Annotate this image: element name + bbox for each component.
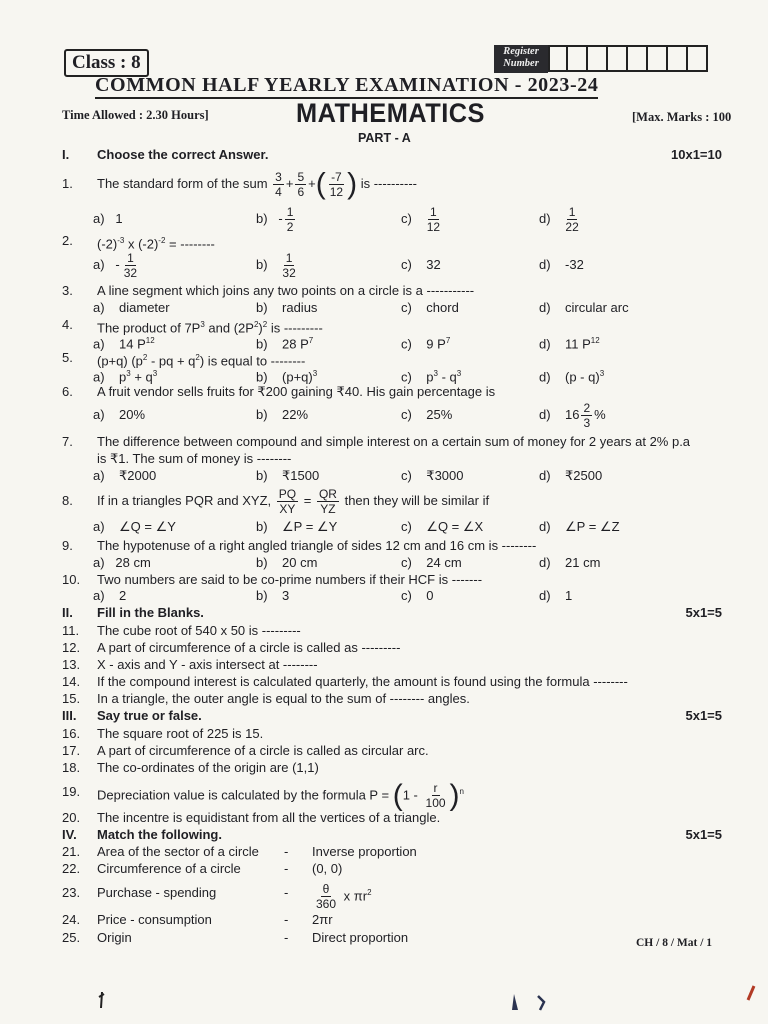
option-letter: a) [93, 588, 105, 603]
question-number: 15. [62, 691, 81, 706]
match-right: 2πr [312, 912, 333, 927]
option-letter: d) [539, 257, 551, 272]
question-number: 22. [62, 861, 81, 876]
option-c [401, 519, 483, 534]
option-value: 3 [282, 588, 290, 603]
numerator: 1 [127, 251, 134, 266]
question-text-part: The product of 7P [97, 320, 201, 336]
question-text: The square root of 225 is 15. [97, 726, 264, 741]
match-right: (0, 0) [312, 861, 343, 876]
option-letter: b) [256, 336, 268, 352]
register-digit-box [568, 45, 588, 72]
option-letter: b) [256, 588, 268, 603]
section-number: IV. [62, 827, 77, 842]
left-paren: ( [315, 167, 326, 201]
time-allowed: Time Allowed : 2.30 Hours] [62, 108, 209, 122]
register-label-line2: Number [503, 58, 539, 69]
option-a [93, 401, 145, 429]
question-text [97, 169, 417, 200]
option-value: 28 P [282, 336, 309, 352]
fraction [277, 488, 298, 515]
option-value: p [426, 369, 434, 385]
question-text-part: and (2P [204, 320, 254, 336]
fraction [122, 252, 139, 279]
formula-one: 1 [402, 787, 410, 803]
denominator: 12 [329, 185, 344, 200]
question-lead: The standard form of the sum [97, 176, 268, 191]
exponent: 7 [308, 336, 314, 345]
question-number: 19. [62, 784, 81, 799]
option-a [93, 205, 123, 233]
question-text: A line segment which joins any two points on a circle is a ----------- [97, 283, 475, 298]
option-c [401, 401, 452, 429]
section-title: Say true or false. [97, 708, 202, 723]
option-value: 0 [426, 588, 434, 603]
option-d [539, 555, 600, 570]
question-text: The difference between compound and simple interest on a certain sum of money for 2 years at 2% p.a [97, 434, 691, 449]
exponent: 12 [145, 336, 155, 345]
option-value: circular arc [565, 300, 629, 315]
question-text: A part of circumference of a circle is called as --------- [97, 640, 401, 655]
option-value: 32 [426, 257, 441, 272]
numerator: 2 [583, 401, 591, 416]
denominator: 2 [286, 220, 294, 235]
question-number: 20. [62, 810, 81, 825]
part-label: PART - A [358, 131, 411, 145]
option-b [256, 401, 308, 429]
question-text: The incentre is equidistant from all the vertices of a triangle. [97, 810, 441, 825]
question-number: 1. [62, 176, 73, 191]
register-digit-box [588, 45, 608, 72]
exponent: 2 [142, 353, 148, 362]
register-digit-box [548, 45, 568, 72]
question-number: 16. [62, 726, 81, 741]
question-number: 14. [62, 674, 81, 689]
question-number: 21. [62, 844, 81, 859]
option-value: (p - q) [565, 369, 600, 385]
option-value: - q [437, 369, 457, 385]
option-b [256, 300, 317, 315]
option-letter: d) [539, 468, 551, 483]
question-lead: If in a triangles PQR and XYZ, [97, 493, 272, 508]
minus-sign: - [278, 211, 283, 226]
option-c [401, 333, 450, 351]
exponent: n [459, 787, 464, 796]
option-value: 14 P [119, 336, 146, 352]
match-dash: - [284, 861, 289, 876]
numerator: 1 [430, 205, 437, 220]
fraction [273, 171, 284, 198]
right-paren: ) [449, 778, 460, 812]
plus-sign: + [308, 176, 316, 191]
equals-sign: = [303, 493, 312, 508]
percent-sign: % [594, 407, 606, 422]
register-digit-box [628, 45, 648, 72]
match-dash: - [284, 912, 289, 927]
left-paren: ( [392, 778, 403, 812]
question-text: In a triangle, the outer angle is equal to the sum of -------- angles. [97, 691, 470, 706]
option-value: diameter [119, 300, 170, 315]
option-b [256, 333, 313, 351]
question-text: X - axis and Y - axis intersect at -------- [97, 657, 318, 672]
option-value: ∠Q = ∠X [426, 519, 484, 534]
match-right [312, 877, 372, 912]
option-d [539, 333, 600, 351]
option-c [401, 588, 434, 603]
option-value: 21 cm [565, 555, 601, 570]
exponent: 3 [599, 369, 605, 378]
option-value: 2 [119, 588, 127, 603]
option-value: 1 [565, 588, 573, 603]
numerator: 3 [275, 170, 282, 185]
denominator: 3 [583, 416, 591, 431]
numerator: r [433, 781, 438, 796]
option-value: p [119, 369, 127, 385]
question-number: 9. [62, 538, 73, 553]
question-text: If the compound interest is calculated quarterly, the amount is found using the formula -------- [97, 674, 628, 689]
option-a [93, 366, 157, 384]
option-value: (p+q) [282, 369, 313, 385]
option-letter: a) [93, 257, 105, 272]
option-d [539, 300, 629, 315]
register-digit-box [648, 45, 668, 72]
option-letter: d) [539, 336, 551, 352]
option-c [401, 300, 459, 315]
option-value: 9 P [426, 336, 446, 352]
question-text-part: is --------- [267, 320, 323, 336]
option-c [401, 555, 462, 570]
denominator: XY [279, 502, 296, 517]
option-letter: d) [539, 519, 551, 534]
numerator: QR [318, 487, 337, 502]
section-marks: 5x1=5 [685, 708, 722, 723]
option-d [539, 519, 620, 534]
section-number: II. [62, 605, 73, 620]
denominator: 360 [316, 897, 337, 912]
option-letter: c) [401, 519, 412, 534]
fraction [328, 171, 345, 198]
option-value: 28 cm [115, 555, 151, 570]
option-d [539, 251, 584, 279]
option-value: -32 [565, 257, 584, 272]
option-letter: a) [93, 468, 105, 483]
option-value: 22% [282, 407, 309, 422]
option-value: + q [130, 369, 153, 385]
section-marks: 10x1=10 [671, 147, 722, 162]
option-letter: d) [539, 211, 551, 226]
register-number-boxes [548, 45, 708, 72]
option-value: 20 cm [282, 555, 318, 570]
fraction [295, 171, 306, 198]
option-value: ₹3000 [426, 468, 464, 483]
section-number: I. [62, 147, 70, 162]
question-text [97, 233, 215, 251]
option-letter: d) [539, 369, 551, 385]
option-value: 20% [119, 407, 146, 422]
question-text: is ₹1. The sum of money is -------- [97, 451, 292, 466]
question-text [97, 776, 464, 811]
option-d [539, 588, 572, 603]
denominator: 12 [426, 220, 441, 235]
section-title: Fill in the Blanks. [97, 605, 204, 620]
exponent: 12 [590, 336, 600, 345]
fraction [314, 883, 338, 910]
question-number: 12. [62, 640, 81, 655]
minus-sign: - [115, 257, 120, 272]
option-value: 1 [115, 211, 123, 226]
exam-title-text: COMMON HALF YEARLY EXAMINATION - 2023-24 [95, 74, 599, 96]
exponent: 2 [195, 353, 200, 362]
option-letter: b) [256, 519, 268, 534]
fraction [424, 782, 448, 809]
option-letter: b) [256, 300, 268, 315]
exponent: 3 [312, 369, 318, 378]
section-marks: 5x1=5 [685, 827, 722, 842]
option-letter: c) [401, 336, 412, 352]
question-number: 25. [62, 930, 81, 945]
option-letter: c) [401, 369, 412, 385]
option-value: 25% [426, 407, 453, 422]
question-number: 6. [62, 384, 73, 399]
question-number: 4. [62, 317, 73, 332]
option-letter: a) [93, 519, 105, 534]
option-letter: c) [401, 468, 412, 483]
option-b [256, 205, 297, 233]
option-value: ∠P = ∠Z [565, 519, 620, 534]
exponent: -2 [158, 236, 166, 245]
option-letter: d) [539, 407, 551, 422]
question-number: 2. [62, 233, 73, 248]
exponent: 3 [200, 320, 205, 329]
minus-sign: - [413, 787, 418, 803]
denominator: 32 [282, 266, 296, 281]
numerator: 5 [297, 170, 305, 185]
question-number: 3. [62, 283, 73, 298]
option-letter: a) [93, 211, 105, 226]
option-letter: b) [256, 468, 268, 483]
question-text: The co-ordinates of the origin are (1,1) [97, 760, 319, 775]
option-letter: a) [93, 369, 105, 385]
paper-code: CH / 8 / Mat / 1 [636, 937, 713, 949]
question-text: The cube root of 540 x 50 is --------- [97, 623, 301, 638]
section-title: Match the following. [97, 827, 222, 842]
question-text-part: ) [258, 320, 263, 336]
option-letter: d) [539, 300, 551, 315]
option-b [256, 555, 317, 570]
numerator: PQ [278, 487, 297, 502]
numerator: 1 [286, 205, 294, 220]
option-value: 24 cm [426, 555, 462, 570]
fraction [581, 402, 592, 429]
question-text: Two numbers are said to be co-prime numbers if their HCF is ------- [97, 572, 483, 587]
option-letter: c) [401, 407, 412, 422]
question-text: A fruit vendor sells fruits for ₹200 gaining ₹40. His gain percentage is [97, 384, 496, 399]
option-value: ∠Q = ∠Y [119, 519, 176, 534]
option-letter: c) [401, 300, 412, 315]
exponent: 3 [456, 369, 462, 378]
ink-mark [508, 990, 548, 1014]
question-number: 18. [62, 760, 81, 775]
option-value: radius [282, 300, 318, 315]
register-digit-box [608, 45, 628, 72]
match-right: Direct proportion [312, 930, 409, 945]
match-dash: - [284, 844, 289, 859]
question-number: 10. [62, 572, 81, 587]
option-a [93, 300, 170, 315]
match-left: Price - consumption [97, 912, 212, 927]
section-number: III. [62, 708, 77, 723]
option-value: ₹2500 [565, 468, 603, 483]
fraction [317, 488, 339, 515]
question-tail: is ---------- [360, 176, 417, 191]
option-letter: c) [401, 257, 412, 272]
max-marks: [Max. Marks : 100 [632, 110, 732, 124]
denominator: 4 [275, 185, 282, 200]
option-value: ₹2000 [119, 468, 157, 483]
exponent: 3 [433, 369, 438, 378]
option-c [401, 205, 444, 233]
right-paren: ) [347, 167, 358, 201]
numerator: -7 [331, 170, 342, 185]
option-c [401, 251, 441, 279]
denominator: YZ [320, 502, 336, 517]
denominator: 22 [565, 220, 579, 235]
exponent: 3 [126, 369, 131, 378]
fraction [563, 206, 580, 233]
option-c [401, 468, 464, 483]
numerator: 1 [285, 251, 293, 266]
question-text [97, 486, 489, 516]
question-lead: Depreciation value is calculated by the formula P = [97, 787, 390, 803]
option-b [256, 519, 337, 534]
option-a [93, 251, 141, 279]
question-number: 5. [62, 350, 73, 365]
denominator: 6 [297, 185, 305, 200]
fraction [285, 206, 296, 233]
option-b [256, 366, 317, 384]
section-title: Choose the correct Answer. [97, 147, 269, 162]
question-number: 23. [62, 885, 81, 900]
match-dash: - [284, 930, 289, 945]
option-b [256, 588, 289, 603]
option-d [539, 205, 583, 233]
question-number: 11. [62, 623, 80, 638]
option-b [256, 468, 319, 483]
question-tail: then they will be similar if [344, 493, 490, 508]
option-letter: a) [93, 407, 105, 422]
option-letter: d) [539, 588, 551, 603]
register-digit-box [668, 45, 688, 72]
option-letter: a) [93, 300, 105, 315]
exponent: 2 [253, 320, 259, 329]
option-d [539, 401, 606, 429]
option-a [93, 468, 156, 483]
denominator: 32 [123, 266, 138, 281]
question-text-part: x (-2) [124, 236, 159, 252]
mixed-number-whole: 16 [565, 407, 580, 422]
exam-title [95, 74, 598, 97]
exponent: 2 [367, 888, 372, 897]
option-letter: c) [401, 588, 412, 603]
option-d [539, 366, 604, 384]
match-left: Area of the sector of a circle [97, 844, 259, 859]
question-text: The hypotenuse of a right angled triangle of sides 12 cm and 16 cm is -------- [97, 538, 537, 553]
plus-sign: + [285, 176, 294, 191]
option-letter: a) [93, 336, 105, 352]
option-d [539, 468, 602, 483]
option-a [93, 519, 176, 534]
fraction [280, 252, 297, 279]
option-letter: b) [256, 555, 268, 570]
match-right: Inverse proportion [312, 844, 417, 859]
match-dash: - [284, 885, 289, 900]
formula-text: x πr [343, 888, 368, 904]
question-text-part: - pq + q [147, 353, 196, 369]
exponent: 2 [262, 320, 268, 329]
ink-mark [744, 984, 758, 1004]
question-number: 17. [62, 743, 81, 758]
match-left: Purchase - spending [97, 885, 217, 900]
option-letter: b) [256, 369, 268, 385]
option-letter: b) [256, 257, 268, 272]
option-a [93, 555, 151, 570]
question-text-part: = -------- [165, 236, 215, 252]
option-a [93, 588, 126, 603]
section-marks: 5x1=5 [685, 605, 722, 620]
question-text-part: ) is equal to -------- [199, 353, 306, 369]
register-number-label [494, 45, 548, 73]
option-letter: c) [401, 211, 412, 226]
exponent: 3 [152, 369, 158, 378]
option-value: ₹1500 [282, 468, 320, 483]
option-letter: d) [539, 555, 551, 570]
numerator: θ [322, 882, 330, 897]
fraction [425, 206, 442, 233]
option-value: ∠P = ∠Y [282, 519, 338, 534]
option-b [256, 251, 300, 279]
register-digit-box [688, 45, 708, 72]
option-value: 11 P [565, 336, 591, 352]
register-label-line1: Register [503, 46, 539, 57]
question-number: 13. [62, 657, 81, 672]
question-text-part: (-2) [97, 236, 118, 252]
question-number: 24. [62, 912, 81, 927]
question-text: A part of circumference of a circle is called as circular arc. [97, 743, 429, 758]
question-number: 8. [62, 493, 73, 508]
match-left: Origin [97, 930, 132, 945]
option-letter: a) [93, 555, 105, 570]
match-left: Circumference of a circle [97, 861, 241, 876]
denominator: 100 [425, 796, 446, 811]
question-text-part: (p+q) (p [97, 353, 143, 369]
ink-mark [96, 990, 108, 1010]
option-c [401, 366, 461, 384]
option-letter: b) [256, 211, 268, 226]
question-number: 7. [62, 434, 73, 449]
class-label: Class : 8 [64, 49, 149, 77]
exponent: 7 [445, 336, 451, 345]
numerator: 1 [568, 205, 576, 220]
option-a [93, 333, 155, 351]
option-letter: c) [401, 555, 412, 570]
exponent: -3 [117, 236, 125, 245]
option-value: chord [426, 300, 459, 315]
option-letter: b) [256, 407, 268, 422]
subject-title: MATHEMATICS [296, 98, 485, 128]
